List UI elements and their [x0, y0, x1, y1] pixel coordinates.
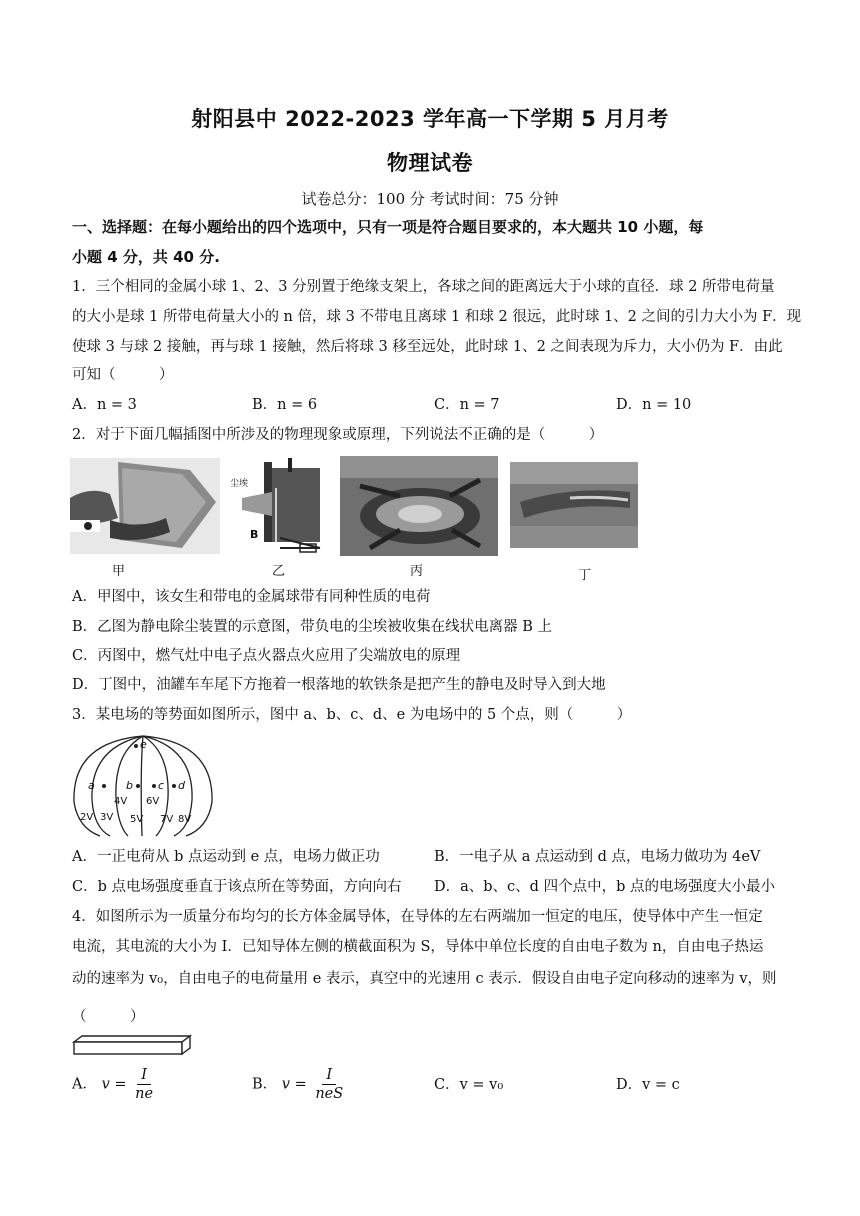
q3-option-b: B．一电子从 a 点运动到 d 点，电场力做功为 4eV — [434, 849, 761, 865]
q2-option-d: D．丁图中，油罐车车尾下方拖着一根落地的软铁条是把产生的静电及时导入到大地 — [72, 677, 606, 693]
q2-option-b: B．乙图为静电除尘装置的示意图，带负电的尘埃被收集在线状电离器 B 上 — [72, 619, 553, 635]
figure-bing-caption: 丙 — [410, 564, 424, 579]
q4-option-a-prefix: A． — [72, 1076, 97, 1093]
q4-line4: （ ） — [72, 1009, 145, 1025]
q4-line3: 动的速率为 v₀，自由电子的电荷量用 e 表示，真空中的光速用 c 表示．假设自由电子定向移动的速率为 v，则 — [72, 971, 777, 987]
q4-option-d: D．v = c — [616, 1077, 680, 1093]
figure-ding — [510, 462, 638, 548]
q1-option-c: C．n = 7 — [434, 397, 500, 413]
q2-stem: 2．对于下面几幅插图中所涉及的物理现象或原理，下列说法不正确的是（ ） — [72, 427, 604, 443]
exam-title: 射阳县中 2022-2023 学年高一下学期 5 月月考 — [191, 107, 669, 131]
figure-jia-caption: 甲 — [112, 564, 126, 579]
q4-option-c: C．v = v₀ — [434, 1077, 504, 1093]
q1-option-a: A．n = 3 — [72, 397, 137, 413]
point-e-label: e — [140, 738, 147, 751]
figure-bing — [340, 456, 498, 556]
q3-option-c: C．b 点电场强度垂直于该点所在等势面，方向向右 — [72, 879, 402, 895]
conductor-drawing — [72, 1034, 192, 1058]
q1-line2: 的大小是球 1 所带电荷量大小的 n 倍，球 3 不带电且离球 1 和球 2 很远，此时球 1、2 之间的引力大小为 F．现 — [72, 309, 802, 325]
potential-3v-label: 3V — [100, 812, 114, 823]
figure-ding-caption: 丁 — [578, 568, 592, 583]
q3-option-a: A．一正电荷从 b 点运动到 e 点，电场力做正功 — [72, 849, 380, 865]
exam-meta: 试卷总分：100 分 考试时间：75 分钟 — [301, 190, 559, 208]
figure-equipotential — [70, 732, 216, 840]
q3-option-d: D．a、b、c、d 四个点中，b 点的电场强度大小最小 — [434, 879, 775, 895]
q4-line1: 4．如图所示为一质量分布均匀的长方体金属导体，在导体的左右两端加一恒定的电压，使导体中产生一恒定 — [72, 909, 763, 925]
figure-jia — [70, 458, 220, 554]
potential-4v-label: 4V — [114, 796, 128, 807]
q1-option-b: B．n = 6 — [252, 397, 318, 413]
q2-option-a: A．甲图中，该女生和带电的金属球带有同种性质的电荷 — [72, 589, 431, 605]
q4-option-a-denominator: ne — [135, 1086, 154, 1102]
point-c-label: c — [158, 779, 165, 792]
q4-option-b-denominator: neS — [315, 1086, 344, 1102]
point-d-label: d — [178, 779, 185, 792]
figure-conductor — [72, 1034, 192, 1058]
q4-option-a-numerator: I — [137, 1066, 151, 1085]
figure-bing-drawing — [340, 456, 498, 556]
potential-7v-label: 7V — [160, 814, 174, 825]
q4-option-b-prefix: B． — [252, 1076, 278, 1093]
figure-yi-drawing — [228, 458, 330, 554]
exam-subtitle: 物理试卷 — [387, 151, 473, 175]
point-b-label: b — [126, 779, 133, 792]
q1-line1: 1．三个相同的金属小球 1、2、3 分别置于绝缘支架上，各球之间的距离远大于小球的直径．球 2 所带电荷量 — [72, 279, 775, 295]
figure-yi-b-label: B — [250, 528, 259, 541]
figure-yi-dust-label: 尘埃 — [230, 479, 249, 489]
q1-option-d: D．n = 10 — [616, 397, 692, 413]
q4-option-a-fraction — [131, 1066, 157, 1103]
q1-line4: 可知（ ） — [72, 367, 174, 383]
section-heading-line1: 一、选择题：在每小题给出的四个选项中，只有一项是符合题目要求的，本大题共 10 小题，每 — [72, 218, 704, 236]
figure-yi — [228, 458, 330, 554]
q2-option-c: C．丙图中，燃气灶中电子点火器点火应用了尖端放电的原理 — [72, 648, 461, 664]
q3-stem: 3．某电场的等势面如图所示，图中 a、b、c、d、e 为电场中的 5 个点，则（ ） — [72, 707, 632, 723]
potential-8v-label: 8V — [178, 814, 192, 825]
potential-6v-label: 6V — [146, 796, 160, 807]
q4-option-b-numerator: I — [322, 1066, 336, 1085]
point-a-label: a — [88, 779, 95, 792]
q4-option-b — [252, 1066, 347, 1103]
q4-option-a-lhs: v = — [101, 1076, 127, 1093]
potential-5v-label: 5V — [130, 814, 144, 825]
q4-option-a — [72, 1066, 157, 1103]
q1-line3: 使球 3 与球 2 接触，再与球 1 接触，然后将球 3 移至远处，此时球 1、2 之间表现为斥力，大小仍为 F．由此 — [72, 339, 783, 355]
section-heading-line2: 小题 4 分，共 40 分. — [72, 248, 220, 266]
figure-yi-caption: 乙 — [272, 564, 286, 579]
q4-option-b-fraction — [311, 1066, 347, 1103]
q4-option-b-lhs: v = — [281, 1076, 307, 1093]
potential-2v-label: 2V — [80, 812, 94, 823]
figure-jia-drawing — [70, 458, 220, 554]
q4-line2: 电流，其电流的大小为 I．已知导体左侧的横截面积为 S，导体中单位长度的自由电子数为 n，自由电子热运 — [72, 939, 764, 955]
figure-ding-drawing — [510, 462, 638, 548]
